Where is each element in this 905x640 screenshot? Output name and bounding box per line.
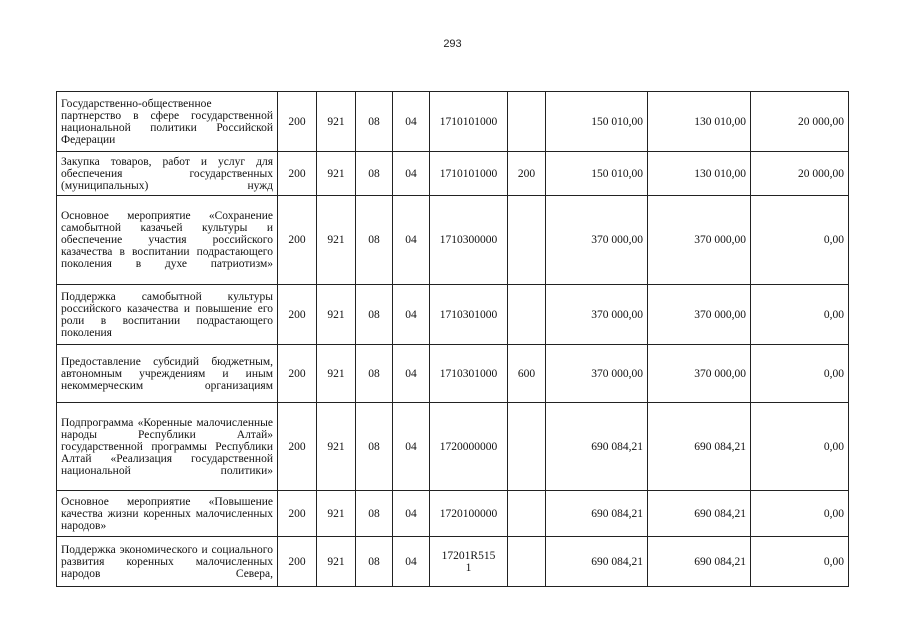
- amount-regional: 0,00: [751, 345, 849, 403]
- amount-regional: 20 000,00: [751, 152, 849, 196]
- expense-type-code: 600: [508, 345, 546, 403]
- ved-code: 921: [317, 491, 356, 537]
- grbs-code: 200: [278, 92, 317, 152]
- target-article-code: 1710300000: [430, 196, 508, 285]
- expense-type-code: [508, 491, 546, 537]
- ved-code: 921: [317, 345, 356, 403]
- row-name: Подпрограмма «Коренные малочисленные народы Республики Алтай» государственной программы Республики Алтай «Реализация государственной национальной политики»: [57, 403, 278, 491]
- target-article-code: 17201R5151: [430, 537, 508, 587]
- amount-federal: 130 010,00: [648, 92, 751, 152]
- subsection-code: 04: [393, 403, 430, 491]
- subsection-code: 04: [393, 491, 430, 537]
- table-row: [57, 403, 849, 491]
- subsection-code: 04: [393, 196, 430, 285]
- table-row: [57, 345, 849, 403]
- target-article-code: 1710301000: [430, 285, 508, 345]
- amount-regional: 0,00: [751, 491, 849, 537]
- expense-type-code: [508, 196, 546, 285]
- section-code: 08: [356, 196, 393, 285]
- amount-federal: 130 010,00: [648, 152, 751, 196]
- amount-federal: 690 084,21: [648, 537, 751, 587]
- amount-regional: 0,00: [751, 196, 849, 285]
- table-row: [57, 196, 849, 285]
- row-name: Закупка товаров, работ и услуг для обеспечения государственных (муниципальных) нужд: [57, 152, 278, 196]
- row-name: Поддержка самобытной культуры российского казачества и повышение его роли в воспитании подрастающего поколения: [57, 285, 278, 345]
- section-code: 08: [356, 403, 393, 491]
- amount-total: 370 000,00: [546, 285, 648, 345]
- grbs-code: 200: [278, 345, 317, 403]
- row-name: Государственно-общественное партнерство в сфере государственной национальной политики Российской Федерации: [57, 92, 278, 152]
- ved-code: 921: [317, 537, 356, 587]
- ved-code: 921: [317, 196, 356, 285]
- expense-type-code: [508, 537, 546, 587]
- section-code: 08: [356, 491, 393, 537]
- target-article-code: 1710101000: [430, 92, 508, 152]
- expense-type-code: [508, 92, 546, 152]
- ved-code: 921: [317, 403, 356, 491]
- subsection-code: 04: [393, 345, 430, 403]
- amount-federal: 690 084,21: [648, 491, 751, 537]
- subsection-code: 04: [393, 285, 430, 345]
- page-number: 293: [443, 38, 462, 50]
- grbs-code: 200: [278, 537, 317, 587]
- expense-type-code: [508, 285, 546, 345]
- amount-total: 370 000,00: [546, 196, 648, 285]
- table-row: [57, 92, 849, 152]
- table-row: [57, 491, 849, 537]
- row-name: Предоставление субсидий бюджетным, автономным учреждениям и иным некоммерческим организациям: [57, 345, 278, 403]
- subsection-code: 04: [393, 537, 430, 587]
- section-code: 08: [356, 152, 393, 196]
- amount-total: 150 010,00: [546, 152, 648, 196]
- expense-type-code: 200: [508, 152, 546, 196]
- section-code: 08: [356, 345, 393, 403]
- target-article-code: 1710101000: [430, 152, 508, 196]
- section-code: 08: [356, 285, 393, 345]
- grbs-code: 200: [278, 152, 317, 196]
- ved-code: 921: [317, 285, 356, 345]
- grbs-code: 200: [278, 196, 317, 285]
- amount-total: 690 084,21: [546, 537, 648, 587]
- amount-federal: 690 084,21: [648, 403, 751, 491]
- subsection-code: 04: [393, 152, 430, 196]
- grbs-code: 200: [278, 403, 317, 491]
- amount-total: 370 000,00: [546, 345, 648, 403]
- table-row: [57, 285, 849, 345]
- grbs-code: 200: [278, 285, 317, 345]
- table-row: [57, 537, 849, 587]
- amount-regional: 0,00: [751, 537, 849, 587]
- section-code: 08: [356, 537, 393, 587]
- ved-code: 921: [317, 152, 356, 196]
- target-article-code: 1720100000: [430, 491, 508, 537]
- amount-total: 690 084,21: [546, 403, 648, 491]
- table-row: [57, 152, 849, 196]
- row-name: Поддержка экономического и социального развития коренных малочисленных народов Севера,: [57, 537, 278, 587]
- amount-total: 690 084,21: [546, 491, 648, 537]
- amount-federal: 370 000,00: [648, 196, 751, 285]
- amount-federal: 370 000,00: [648, 345, 751, 403]
- budget-table: [56, 91, 849, 587]
- ved-code: 921: [317, 92, 356, 152]
- subsection-code: 04: [393, 92, 430, 152]
- grbs-code: 200: [278, 491, 317, 537]
- amount-regional: 0,00: [751, 285, 849, 345]
- amount-regional: 0,00: [751, 403, 849, 491]
- expense-type-code: [508, 403, 546, 491]
- amount-federal: 370 000,00: [648, 285, 751, 345]
- target-article-code: 1710301000: [430, 345, 508, 403]
- row-name: Основное мероприятие «Сохранение самобытной казачьей культуры и обеспечение участия российского казачества в воспитании подрастающего поколения в духе патриотизм»: [57, 196, 278, 285]
- target-article-code: 1720000000: [430, 403, 508, 491]
- row-name: Основное мероприятие «Повышение качества жизни коренных малочисленных народов»: [57, 491, 278, 537]
- section-code: 08: [356, 92, 393, 152]
- amount-total: 150 010,00: [546, 92, 648, 152]
- amount-regional: 20 000,00: [751, 92, 849, 152]
